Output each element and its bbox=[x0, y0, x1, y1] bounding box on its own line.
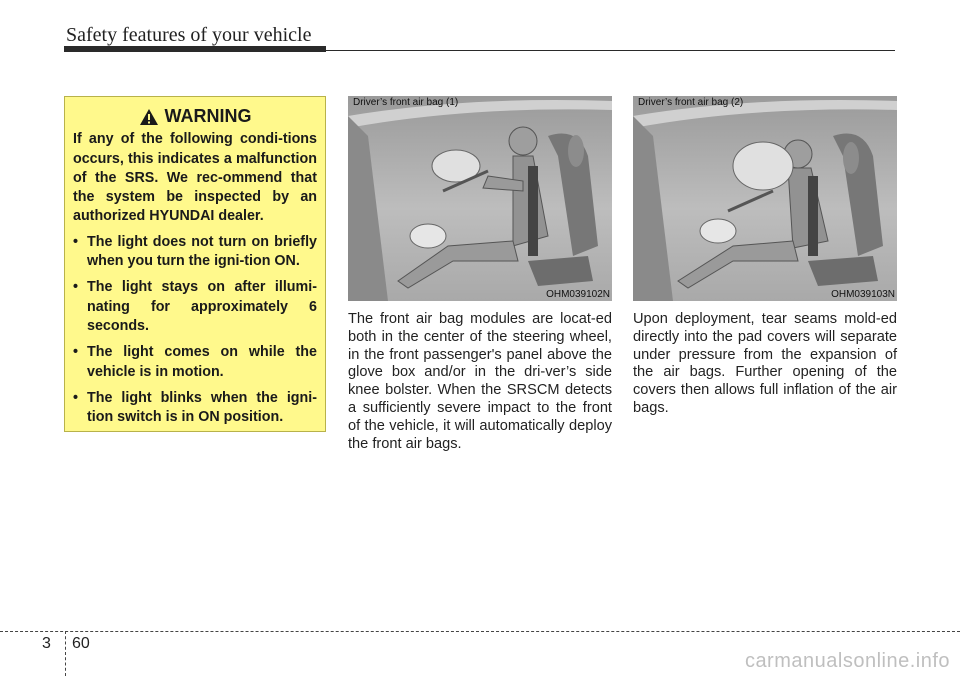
figure-caption: Driver’s front air bag (1) bbox=[353, 97, 459, 108]
warning-heading bbox=[73, 107, 317, 126]
warning-item: • The light does not turn on briefly when you turn the igni-tion ON. bbox=[73, 233, 317, 272]
warning-box bbox=[64, 96, 326, 432]
warning-item: • The light comes on while the vehicle is in motion. bbox=[73, 343, 317, 382]
figure-caption: Driver’s front air bag (2) bbox=[638, 97, 744, 108]
section-number: 3 bbox=[42, 635, 51, 652]
warning-item: • The light stays on after illumi-nating for approximately 6 seconds. bbox=[73, 278, 317, 336]
warning-intro: If any of the following condi-tions occurs, this indicates a malfunction of the SRS. We rec-ommend that the system be inspected by an authorized HYUNDAI dealer. bbox=[73, 131, 317, 225]
figure-code: OHM039102N bbox=[546, 289, 610, 300]
figure-driver-airbag-1 bbox=[348, 96, 612, 301]
paragraph-airbag-location: The front air bag modules are locat-ed both in the center of the steering wheel, in the front passenger's panel above the glove box and/or in the dri-ver’s side knee bolster. When the SRSCM detects a sufficiently severe impact to the front of the vehicle, it will automatically deploy the front air bags. bbox=[348, 311, 612, 452]
airbag-illustration-2 bbox=[633, 96, 897, 301]
airbag-illustration-1 bbox=[348, 96, 612, 301]
figure-driver-airbag-2 bbox=[633, 96, 897, 301]
warning-list bbox=[73, 233, 317, 428]
footer-rule bbox=[0, 631, 960, 632]
footer-divider bbox=[65, 631, 66, 676]
warning-title: WARNING bbox=[164, 106, 252, 126]
figure-code: OHM039103N bbox=[831, 289, 895, 300]
warning-triangle-icon bbox=[139, 108, 159, 126]
warning-item: • The light blinks when the igni-tion switch is in ON position. bbox=[73, 389, 317, 428]
header-rule-thin bbox=[326, 50, 895, 51]
watermark: carmanualsonline.info bbox=[744, 650, 950, 672]
page-number: 60 bbox=[72, 635, 90, 652]
header-rule-thick bbox=[64, 46, 326, 52]
header-title: Safety features of your vehicle bbox=[66, 24, 312, 46]
paragraph-airbag-deployment: Upon deployment, tear seams mold-ed directly into the pad covers will separate under pressure from the expansion of the air bags. Further opening of the covers then allows full inflation of the air bags. bbox=[633, 311, 897, 416]
